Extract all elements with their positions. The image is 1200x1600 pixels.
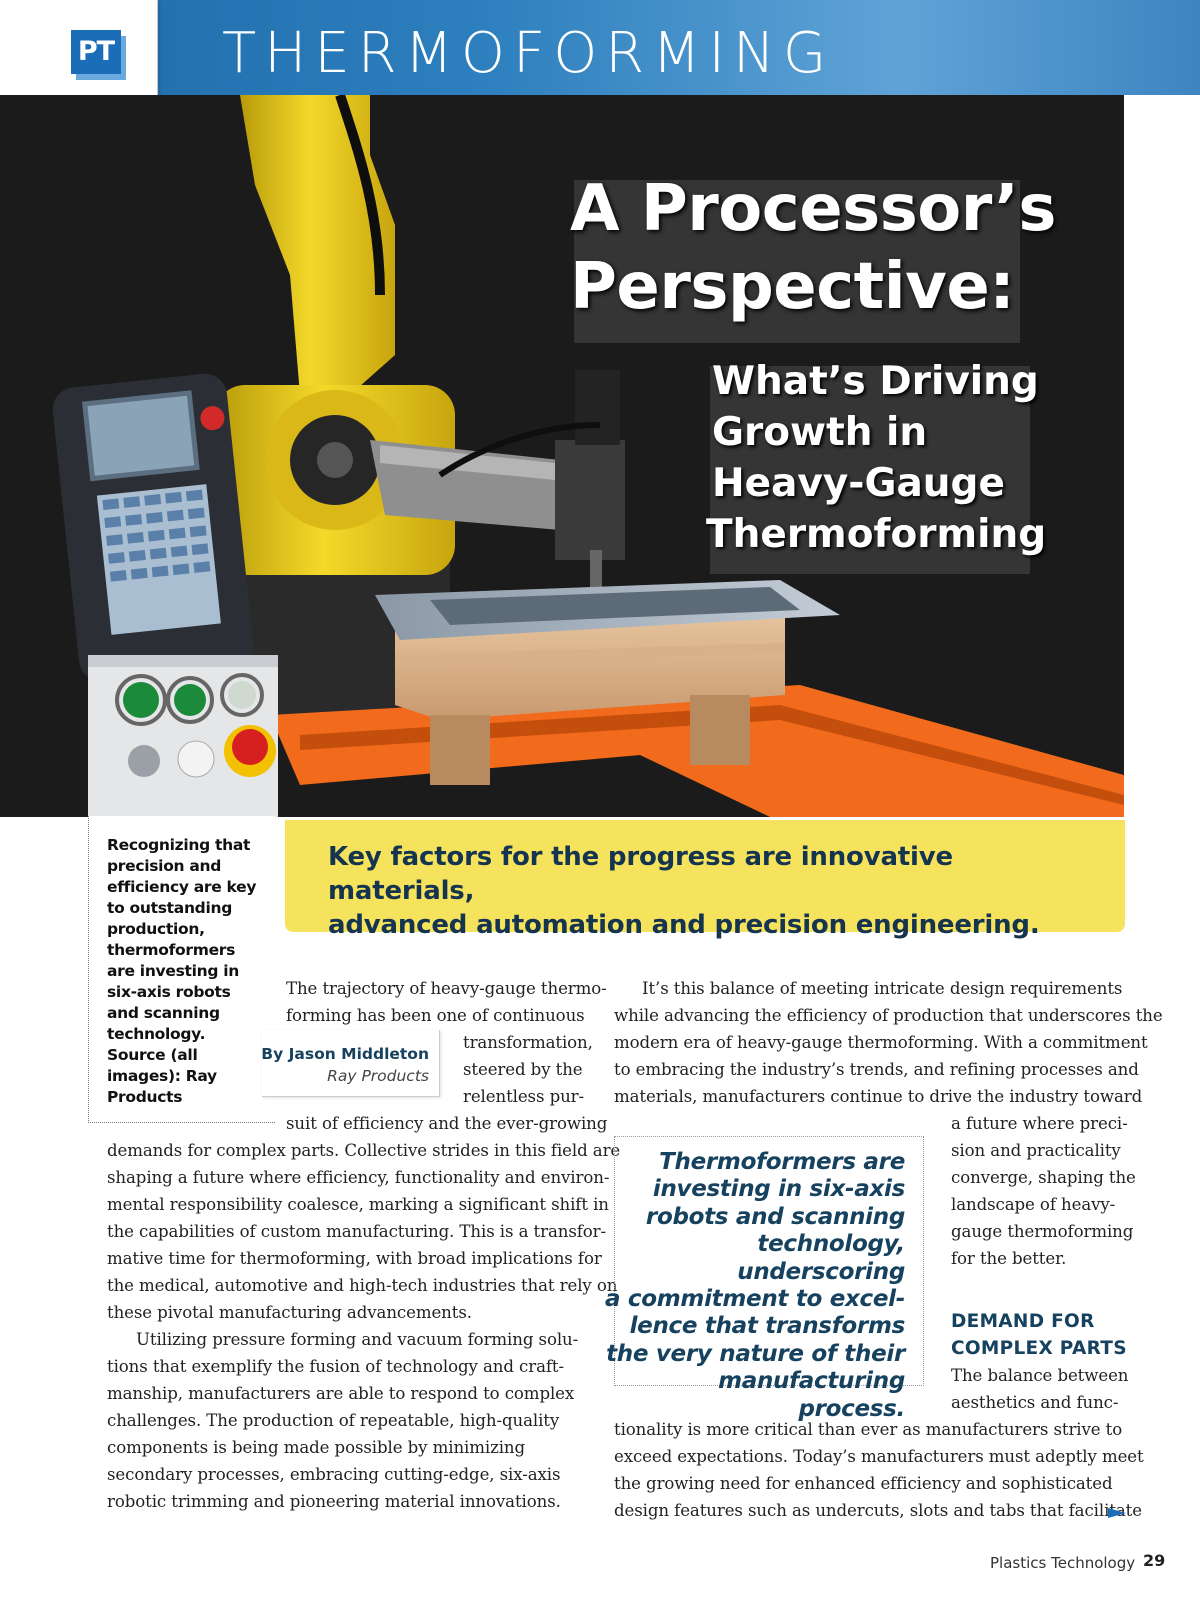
- section-title: THERMOFORMING: [222, 21, 835, 86]
- body-line: transformation,: [463, 1033, 593, 1052]
- logo-panel: [0, 0, 158, 107]
- pull-quote-line: Thermoformers are: [659, 1149, 905, 1175]
- body-line: landscape of heavy-: [951, 1195, 1116, 1214]
- body-line: tionality is more critical than ever as manufacturers strive to: [614, 1420, 1123, 1439]
- body-line: suit of efficiency and the ever-growing: [286, 1114, 608, 1133]
- body-line: tions that exemplify the fusion of technology and craft-: [107, 1357, 564, 1376]
- title-line: Perspective:: [570, 250, 1015, 324]
- body-line: relentless pur-: [463, 1087, 585, 1106]
- pull-quote: [605, 1149, 905, 1423]
- body-line: mental responsibility coalesce, marking a significant shift in: [107, 1195, 609, 1214]
- body-line: the capabilities of custom manufacturing. This is a transfor-: [107, 1222, 607, 1241]
- subtitle-line: Thermoforming: [706, 512, 1047, 557]
- byline-box: [262, 1030, 440, 1097]
- body-line: It’s this balance of meeting intricate design requirements: [642, 979, 1123, 998]
- deck-text: [328, 840, 1088, 942]
- section-subhead: [951, 1308, 1127, 1363]
- deck-line: Key factors for the progress are innovative materials,: [328, 842, 953, 906]
- subtitle-line: What’s Driving: [712, 359, 1039, 404]
- body-line: the growing need for enhanced efficiency and sophisticated: [614, 1474, 1113, 1493]
- body-line: modern era of heavy-gauge thermoforming. With a commitment: [614, 1033, 1148, 1052]
- body-line: while advancing the efficiency of production that underscores the: [614, 1006, 1163, 1025]
- subtitle-line: Heavy-Gauge: [712, 461, 1005, 506]
- body-line: The trajectory of heavy-gauge thermo-: [286, 979, 607, 998]
- body-line: components is being made possible by minimizing: [107, 1438, 526, 1457]
- body-line: a future where preci-: [951, 1114, 1128, 1133]
- body-line: shaping a future where efficiency, functionality and environ-: [107, 1168, 610, 1187]
- byline-organization: Ray Products: [327, 1067, 429, 1085]
- pull-quote-line: a commitment to excel-: [605, 1286, 906, 1313]
- subtitle-line: Growth in: [712, 410, 928, 455]
- deck-line: advanced automation and precision engineering.: [328, 910, 1040, 940]
- body-line: manship, manufacturers are able to respond to complex: [107, 1384, 575, 1403]
- body-line: gauge thermoforming: [951, 1222, 1134, 1241]
- body-line: demands for complex parts. Collective strides in this field are: [107, 1141, 621, 1160]
- body-line: robotic trimming and pioneering material innovations.: [107, 1492, 561, 1511]
- title-line: A Processor’s: [570, 172, 1056, 246]
- body-line: these pivotal manufacturing advancements.: [107, 1303, 472, 1322]
- subhead-line: DEMAND FOR: [951, 1311, 1095, 1332]
- pull-quote-line: technology, underscoring: [737, 1231, 905, 1285]
- body-line: converge, shaping the: [951, 1168, 1136, 1187]
- teach-pendant: [51, 372, 256, 684]
- pull-quote-box: [605, 1136, 924, 1422]
- pull-quote-line: manufacturing process.: [718, 1368, 905, 1422]
- article-title: [570, 170, 1056, 326]
- body-line: to embracing the industry’s trends, and refining processes and: [614, 1060, 1139, 1079]
- photo-caption: Recognizing that precision and efficiency are key to outstanding production, thermoformers are investing in six-axis robots and scanning technology. Source (all images): Ray Products: [88, 816, 275, 1123]
- pull-quote-line: lence that transforms: [629, 1313, 905, 1340]
- pull-quote-line: investing in six-axis: [652, 1176, 905, 1203]
- pull-quote-line: the very nature of their: [606, 1340, 905, 1367]
- body-line: exceed expectations. Today’s manufacturers must adeptly meet: [614, 1447, 1144, 1466]
- pt-logo: [71, 30, 126, 80]
- continued-arrow-icon: [1108, 1508, 1126, 1518]
- body-line: the medical, automotive and high-tech industries that rely on: [107, 1276, 618, 1295]
- article-subtitle: [706, 356, 1047, 560]
- body-line: mative time for thermoforming, with broad implications for: [107, 1249, 602, 1268]
- byline-author: By Jason Middleton: [261, 1045, 429, 1063]
- subhead-line: COMPLEX PARTS: [951, 1338, 1127, 1360]
- logo-text: PT: [71, 30, 121, 74]
- body-line: The balance between: [951, 1366, 1129, 1385]
- body-line: for the better.: [951, 1249, 1067, 1268]
- pull-quote-line: robots and scanning: [645, 1203, 905, 1230]
- body-line: aesthetics and func-: [951, 1393, 1119, 1412]
- body-line: materials, manufacturers continue to drive the industry toward: [614, 1087, 1143, 1106]
- body-line: forming has been one of continuous: [286, 1006, 585, 1025]
- body-line: design features such as undercuts, slots and tabs that facilitate: [614, 1501, 1142, 1520]
- body-line: steered by the: [463, 1060, 583, 1079]
- body-line: challenges. The production of repeatable, high-quality: [107, 1411, 560, 1430]
- body-line: sion and practicality: [951, 1141, 1121, 1160]
- footer-publication: Plastics Technology: [990, 1554, 1136, 1572]
- body-line: Utilizing pressure forming and vacuum forming solu-: [136, 1330, 579, 1349]
- page-number: 29: [1143, 1551, 1166, 1570]
- control-panel: [88, 655, 278, 817]
- body-line: secondary processes, embracing cutting-edge, six-axis: [107, 1465, 561, 1484]
